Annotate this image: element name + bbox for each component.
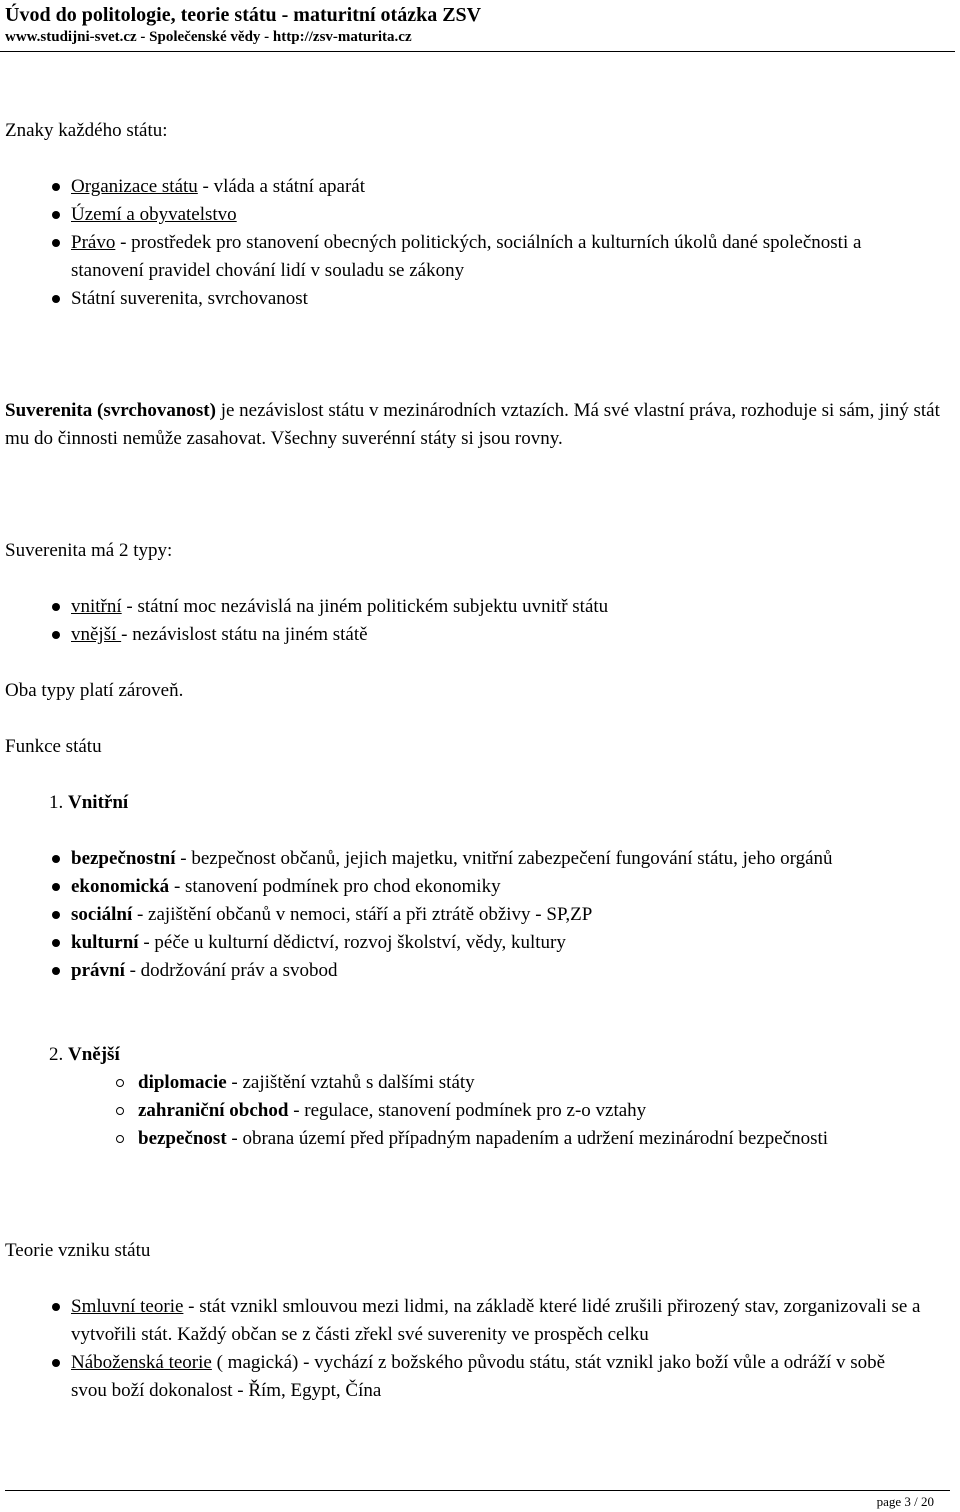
link-smluvni-teorie[interactable]: Smluvní teorie — [71, 1296, 184, 1317]
item-term: bezpečnost — [138, 1128, 227, 1149]
teorie-heading: Teorie vzniku státu — [5, 1240, 151, 1261]
list-item — [5, 1293, 955, 1349]
item-text: - vláda a státní aparát — [197, 176, 366, 197]
item-term: zahraniční obchod — [138, 1100, 289, 1121]
typy-list — [5, 593, 955, 649]
link-vnitrni[interactable]: vnitřní — [71, 596, 122, 617]
item-text: - zajištění vztahů s dalšími státy — [226, 1072, 475, 1093]
item-text: - prostředek pro stanovení obecných politických, sociálních a kulturních úkolů dané společnosti a stanovení pravidel chování lidí v souladu se zákony — [71, 232, 862, 281]
typy-heading: Suverenita má 2 typy: — [5, 540, 173, 561]
inner-title: Vnitřní — [68, 792, 129, 813]
suverenita-paragraph — [5, 397, 955, 453]
list-item — [5, 1097, 955, 1125]
item-text: - nezávislost státu na jiném státě — [121, 624, 368, 645]
link-organizace[interactable]: Organizace státu — [71, 176, 198, 197]
item-term: právní — [71, 960, 125, 981]
link-pravo[interactable]: Právo — [71, 232, 116, 253]
inner-functions-heading — [5, 789, 955, 817]
header-divider — [0, 51, 955, 52]
item-term: diplomacie — [138, 1072, 227, 1093]
item-text: - stanovení podmínek pro chod ekonomiky — [169, 876, 501, 897]
list-item — [5, 845, 955, 873]
list-item — [5, 1069, 955, 1097]
item-text: - péče u kulturní dědictví, rozvoj školství, vědy, kultury — [138, 932, 566, 953]
item-text: Státní suverenita, svrchovanost — [71, 288, 308, 309]
list-item — [5, 1125, 955, 1153]
list-item — [5, 957, 955, 985]
outer-functions-heading — [5, 1041, 955, 1069]
list-item — [5, 1349, 955, 1405]
list-item — [5, 901, 955, 929]
link-nabozenska-teorie[interactable]: Náboženská teorie — [71, 1352, 212, 1373]
link-uzemi[interactable]: Území a obyvatelstvo — [71, 204, 237, 225]
page-number: page 3 / 20 — [876, 1494, 934, 1509]
list-item — [5, 173, 955, 201]
item-text: - dodržování práv a svobod — [124, 960, 338, 981]
item-text: - obrana území před případným napadením a udržení mezinárodní bezpečnosti — [226, 1128, 829, 1149]
item-text: - státní moc nezávislá na jiném politickém subjektu uvnitř státu — [121, 596, 609, 617]
znaky-heading: Znaky každého státu: — [5, 120, 168, 141]
document-title: Úvod do politologie, teorie státu - maturitní otázka ZSV — [5, 4, 482, 26]
list-item — [5, 929, 955, 957]
item-term: bezpečnostní — [71, 848, 176, 869]
list-item — [5, 229, 955, 285]
footer-divider — [5, 1490, 950, 1491]
item-term: kulturní — [71, 932, 139, 953]
outer-functions-list — [5, 1069, 955, 1153]
list-item — [5, 285, 955, 313]
item-text: - regulace, stanovení podmínek pro z-o vztahy — [288, 1100, 647, 1121]
list-item — [5, 593, 955, 621]
inner-number: 1. — [49, 792, 68, 813]
item-term: ekonomická — [71, 876, 170, 897]
outer-number: 2. — [49, 1044, 68, 1065]
list-item — [5, 873, 955, 901]
suverenita-text: je nezávislost státu v mezinárodních vztazích. Má své vlastní práva, rozhoduje si sám, jiný stát mu do činnosti nemůže zasahovat. Všechny suverénní státy si jsou rovny. — [5, 400, 940, 449]
inner-functions-list — [5, 845, 955, 985]
teorie-list — [5, 1293, 955, 1405]
list-item — [5, 621, 955, 649]
link-vnejsi[interactable]: vnější — [71, 624, 122, 645]
typy-note: Oba typy platí zároveň. — [5, 680, 184, 701]
znaky-list — [5, 173, 955, 313]
document-subtitle: www.studijni-svet.cz - Společenské vědy - http://zsv-maturita.cz — [5, 29, 412, 45]
funkce-heading: Funkce státu — [5, 736, 102, 757]
item-text: - zajištění občanů v nemoci, stáří a při ztrátě obživy - SP,ZP — [132, 904, 593, 925]
page-header — [5, 0, 955, 46]
item-text: - bezpečnost občanů, jejich majetku, vnitřní zabezpečení fungování státu, jeho orgánů — [175, 848, 833, 869]
list-item — [5, 201, 955, 229]
outer-title: Vnější — [68, 1044, 120, 1065]
suverenita-term: Suverenita (svrchovanost) — [5, 400, 216, 421]
item-text: - stát vznikl smlouvou mezi lidmi, na základě které lidé zrušili přirozený stav, zorganizovali se a vytvořili stát. Každý občan se z části zřekl své suverenity ve prospěch celku — [71, 1296, 921, 1345]
item-term: sociální — [71, 904, 133, 925]
item-text: ( magická) - vychází z božského původu státu, stát vznikl jako boží vůle a odráží v sobě svou boží dokonalost - Řím, Egypt, Čína — [71, 1352, 886, 1401]
